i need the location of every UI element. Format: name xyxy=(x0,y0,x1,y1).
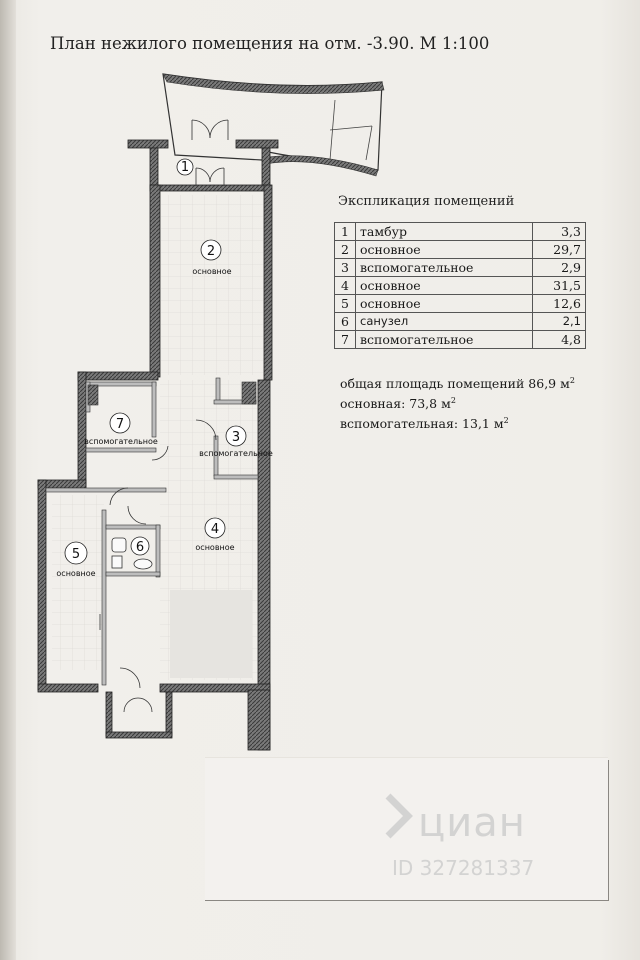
legend-row xyxy=(335,277,586,295)
floor-patch xyxy=(170,590,252,678)
legend-name: основное xyxy=(356,241,533,259)
legend-num: 6 xyxy=(335,313,356,331)
legend-name: вспомогательное xyxy=(356,331,533,349)
plan-title: План нежилого помещения на отм. -3.90. М 1:100 xyxy=(50,34,490,53)
room-7 xyxy=(84,413,158,446)
legend-area: 29,7 xyxy=(533,241,586,259)
svg-text:основное: основное xyxy=(56,569,96,578)
watermark-brand: циан xyxy=(418,800,526,846)
svg-text:вспомогательное: вспомогательное xyxy=(199,449,273,458)
legend-name: основное xyxy=(356,277,533,295)
legend-num: 1 xyxy=(335,223,356,241)
legend-num: 7 xyxy=(335,331,356,349)
aux-area: вспомогательная: 13,1 $м^2$ xyxy=(340,416,509,432)
canopy-ramp-edge xyxy=(366,126,372,160)
svg-text:6: 6 xyxy=(135,540,145,555)
legend-name: основное xyxy=(356,295,533,313)
legend-num: 4 xyxy=(335,277,356,295)
legend-area: 2,9 xyxy=(533,259,586,277)
canopy-wall-bottom xyxy=(262,156,378,176)
main-area: основная: 73,8 $м^2$ xyxy=(340,396,456,412)
legend-area: 4,8 xyxy=(533,331,586,349)
cian-watermark xyxy=(378,788,578,888)
legend-area: 3,3 xyxy=(533,223,586,241)
legend-name: санузел xyxy=(356,313,533,331)
rooms-legend-table xyxy=(334,222,586,349)
svg-text:3: 3 xyxy=(231,430,241,445)
room-1 xyxy=(177,159,193,175)
room-6 xyxy=(131,537,149,555)
area-totals xyxy=(340,372,575,432)
canopy-ramp xyxy=(330,126,372,130)
legend-area: 12,6 xyxy=(533,295,586,313)
floor-tiles-room-2 xyxy=(161,195,265,375)
frame-line-bottom xyxy=(205,900,609,901)
svg-text:4: 4 xyxy=(210,522,220,537)
legend-area: 2,1 xyxy=(533,313,586,331)
svg-text:5: 5 xyxy=(71,547,81,562)
svg-text:1: 1 xyxy=(180,160,190,175)
legend-row xyxy=(335,313,586,331)
legend-num: 3 xyxy=(335,259,356,277)
svg-text:основное: основное xyxy=(192,267,232,276)
svg-text:2: 2 xyxy=(206,244,216,259)
frame-line-right xyxy=(608,760,609,900)
legend-row xyxy=(335,241,586,259)
legend-area: 31,5 xyxy=(533,277,586,295)
legend-num: 2 xyxy=(335,241,356,259)
svg-text:основное: основное xyxy=(195,543,235,552)
legend-title: Экспликация помещений xyxy=(338,194,515,209)
cian-logo-icon xyxy=(378,788,418,848)
legend-row xyxy=(335,259,586,277)
svg-text:вспомогательное: вспомогательное xyxy=(84,437,158,446)
legend-row xyxy=(335,331,586,349)
floor-tiles-room-5 xyxy=(52,495,104,670)
legend-row xyxy=(335,223,586,241)
legend-row xyxy=(335,295,586,313)
legend-name: тамбур xyxy=(356,223,533,241)
watermark-id: ID 327281337 xyxy=(392,856,535,880)
total-area: общая площадь помещений 86,9 $м^2$ xyxy=(340,376,575,392)
legend-name: вспомогательное xyxy=(356,259,533,277)
legend-num: 5 xyxy=(335,295,356,313)
svg-text:7: 7 xyxy=(115,417,125,432)
